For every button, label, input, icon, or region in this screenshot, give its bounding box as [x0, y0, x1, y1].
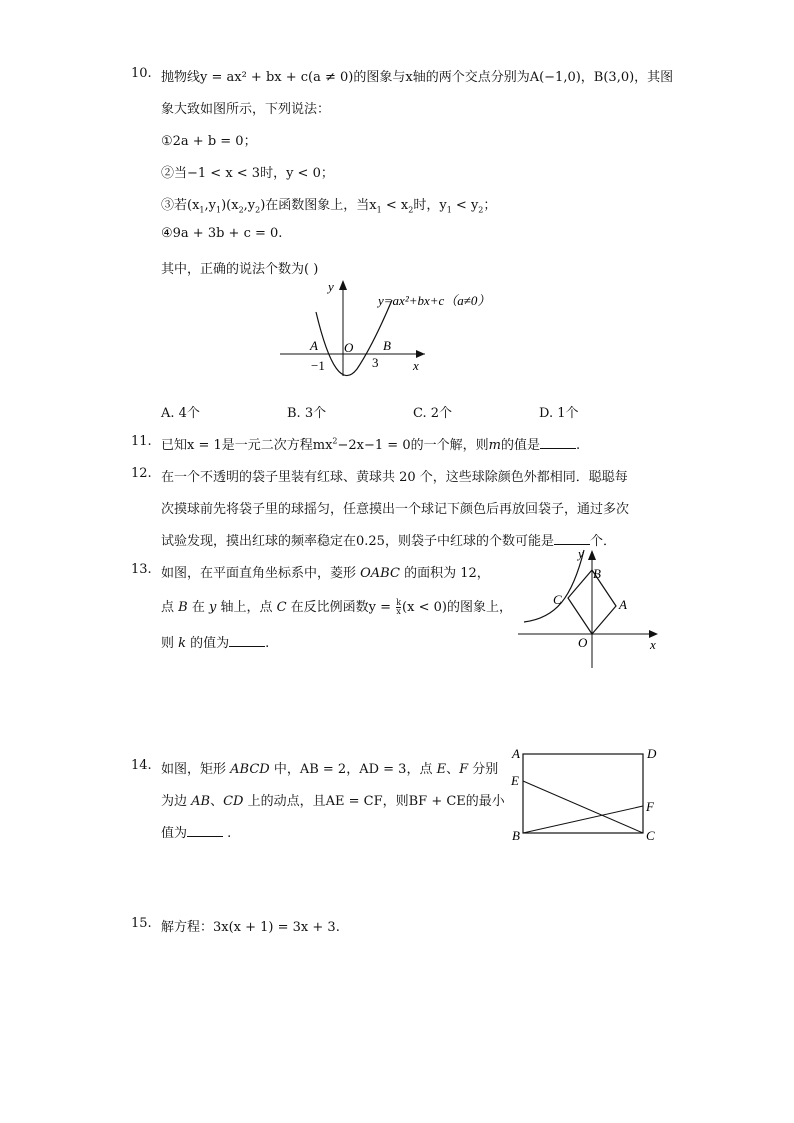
point-b-label: B: [512, 828, 520, 843]
origin-label: O: [344, 340, 354, 355]
tick-neg1-label: −1: [311, 358, 325, 373]
q13-number: 13.: [131, 562, 152, 577]
point-c-label: C: [646, 828, 655, 843]
fraction-k-over-x: $\frac{k}{x}$: [396, 598, 402, 616]
segment-bf: [523, 806, 643, 833]
q14-answer-blank[interactable]: [187, 824, 223, 837]
q15-text: 解方程：3x(x + 1) = 3x + 3.: [161, 920, 340, 935]
origin-label: O: [578, 635, 588, 650]
q14-line1: 如图，矩形 ABCD 中，AB = 2，AD = 3，点 E、F 分别: [161, 762, 499, 777]
q12-line3: 试验发现，摸出红球的频率稳定在0.25，则袋子中红球的个数可能是 个．: [161, 534, 616, 549]
q15-number: 15.: [131, 916, 152, 931]
q13-line2: 点 B 在 y 轴上，点 C 在反比例函数y = $\frac{k}{x}$ (x < 0)的图象上，: [161, 598, 512, 616]
q10-option-c[interactable]: C. 2个: [413, 406, 453, 421]
q10-stem-line1: 抛物线y = ax² + bx + c(a ≠ 0)的图象与x轴的两个交点分别为A(−1,0)，B(3,0)，其图: [161, 70, 674, 85]
point-d-label: D: [647, 746, 657, 761]
q10-stem-line2: 象大致如图所示，下列说法：: [161, 102, 331, 117]
q10-option-d[interactable]: D. 1个: [539, 406, 579, 421]
q14-line3: 值为 .: [161, 826, 232, 841]
q13-rhombus-figure: [516, 546, 666, 670]
q10-option-b[interactable]: B. 3个: [287, 406, 327, 421]
q10-statement-1: ①2a + b = 0；: [161, 134, 257, 149]
q12-number: 12.: [131, 466, 152, 481]
equation-label: y=ax²+bx+c（a≠0）: [378, 293, 491, 308]
q10-statement-4: ④9a + 3b + c = 0.: [161, 226, 283, 241]
q14-line2: 为边 AB、CD 上的动点，且AE = CF，则BF + CE的最小: [161, 794, 505, 809]
parabola-curve: [316, 300, 392, 376]
q13-line3: 则 k 的值为 .: [161, 636, 270, 651]
point-a-label: A: [310, 338, 318, 353]
point-b-label: B: [593, 566, 601, 581]
tick-3-label: 3: [372, 355, 379, 370]
q10-statement-3: ③若$(x_1,y_1)(x_2,y_2)$在函数图象上，当$x_1 < x_2$时，$y_1 < y_2$；: [161, 198, 497, 215]
y-label: y: [578, 546, 584, 561]
q11-number: 11.: [131, 434, 152, 449]
q14-number: 14.: [131, 758, 152, 773]
q10-question: 其中，正确的说法个数为( ): [161, 262, 319, 277]
q10-option-a[interactable]: A. 4个: [161, 406, 200, 421]
q13-answer-blank[interactable]: [229, 634, 265, 647]
point-a-label: A: [512, 746, 520, 761]
y-label: y: [328, 279, 334, 294]
y-axis-arrow-icon: [588, 550, 596, 560]
hyperbola-curve: [524, 550, 584, 622]
q11-answer-blank[interactable]: [540, 436, 576, 449]
x-label: x: [413, 358, 419, 373]
q10-statement-2: ②当−1 < x < 3时，y < 0；: [161, 166, 334, 181]
point-a-label: A: [619, 597, 627, 612]
q12-answer-blank[interactable]: [554, 532, 590, 545]
x-label: x: [650, 637, 656, 652]
q10-parabola-figure: [280, 278, 530, 378]
q12-line2: 次摸球前先将袋子里的球摇匀，任意摸出一个球记下颜色后再放回袋子，通过多次: [161, 502, 630, 517]
point-b-label: B: [383, 338, 391, 353]
x-axis-arrow-icon: [416, 350, 425, 358]
q10-number: 10.: [131, 66, 152, 81]
q11-text: 已知x = 1是一元二次方程$mx^2-2x-1 = 0$的一个解，则m的值是 .: [161, 436, 581, 453]
point-c-label: C: [553, 592, 562, 607]
q12-line1: 在一个不透明的袋子里装有红球、黄球共 20 个，这些球除颜色外都相同．聪聪每: [161, 470, 628, 485]
q14-rectangle-figure: [506, 742, 666, 846]
segment-ce: [523, 781, 643, 833]
y-axis-arrow-icon: [339, 280, 347, 290]
point-e-label: E: [511, 773, 519, 788]
point-f-label: F: [646, 799, 654, 814]
rectangle-abcd: [523, 754, 643, 833]
q13-line1: 如图，在平面直角坐标系中，菱形 OABC 的面积为 12，: [161, 566, 490, 581]
